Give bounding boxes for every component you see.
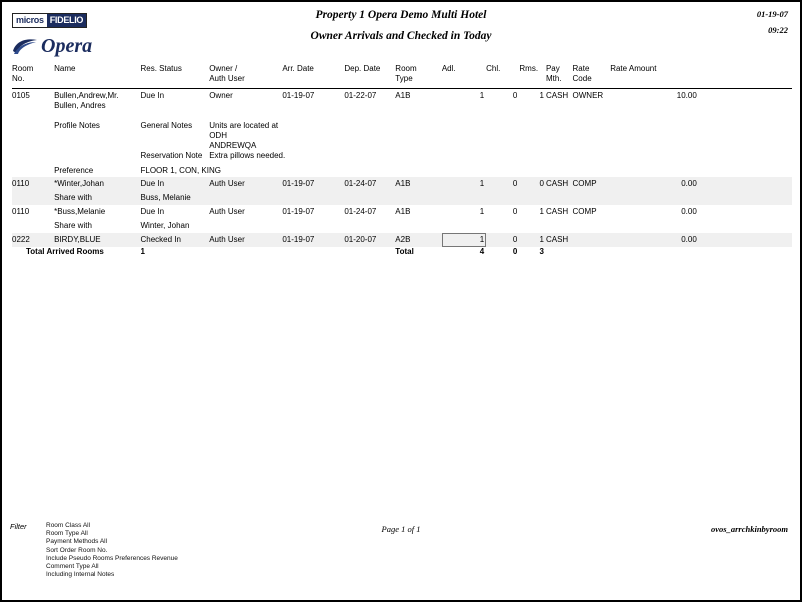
cell-rate-code bbox=[573, 233, 611, 247]
cell-owner: Auth User bbox=[209, 177, 282, 191]
notes-text: Units are located at ODH ANDREWQA bbox=[209, 121, 279, 150]
cell-pay-mth: CASH bbox=[545, 91, 569, 100]
filter-label: Filter bbox=[10, 522, 27, 531]
cell-adl: 1 bbox=[442, 177, 486, 191]
col-spacer bbox=[699, 64, 792, 84]
filter-item: Include Pseudo Rooms Preferences Revenue bbox=[46, 554, 178, 562]
col-rate-code: Rate Code bbox=[572, 64, 592, 83]
cell-rate-amount: 0.00 bbox=[610, 233, 699, 247]
cell-owner: Auth User bbox=[209, 207, 245, 216]
cell-name: BIRDY,BLUE bbox=[54, 233, 140, 247]
col-adl: Adl. bbox=[441, 64, 456, 73]
filter-item: Sort Order Room No. bbox=[46, 546, 108, 554]
col-owner-auth-user: Owner / Auth User bbox=[209, 64, 245, 83]
report-title: Owner Arrivals and Checked in Today bbox=[310, 30, 492, 42]
cell-owner: Owner bbox=[209, 91, 233, 100]
cell-rate-amount: 10.00 bbox=[676, 91, 697, 100]
cell-rms: 1 bbox=[539, 91, 544, 100]
table-header-row bbox=[12, 64, 792, 84]
table-row[interactable] bbox=[12, 89, 792, 114]
cell-room-type: A1B bbox=[395, 207, 411, 216]
table-row-share bbox=[12, 219, 792, 233]
notes-label: Profile Notes bbox=[54, 121, 100, 130]
cell-dep-date: 01-22-07 bbox=[344, 91, 377, 100]
cell-arr-date: 01-19-07 bbox=[282, 177, 344, 191]
cell-name: *Buss,Melanie bbox=[54, 207, 106, 216]
cell-res-status: Due In bbox=[141, 177, 210, 191]
cell-adl: 1 bbox=[479, 207, 485, 216]
col-name: Name bbox=[54, 64, 76, 73]
cell-room-type: A2B bbox=[395, 233, 442, 247]
total-chl: 0 bbox=[512, 247, 518, 256]
cell-adl: 1 bbox=[442, 233, 486, 247]
cell-arr-date: 01-19-07 bbox=[282, 91, 315, 100]
cell-pay-mth: CASH bbox=[546, 177, 573, 191]
table-row-note-single bbox=[12, 151, 792, 163]
filter-item: Comment Type All bbox=[46, 563, 99, 571]
cell-res-status: Due In bbox=[140, 91, 165, 100]
report-table bbox=[12, 64, 792, 257]
report-footer bbox=[2, 522, 800, 592]
preference-label: Preference bbox=[54, 166, 94, 175]
cell-room-no: 0110 bbox=[12, 177, 54, 191]
page-number: Page 1 of 1 bbox=[381, 524, 421, 534]
table-totals-row bbox=[12, 247, 792, 257]
filter-item: Payment Methods All bbox=[46, 538, 108, 546]
cell-rate-code: COMP bbox=[572, 207, 597, 216]
header-date: 01-19-07 bbox=[756, 9, 788, 19]
cell-room-no: 0105 bbox=[12, 91, 30, 100]
cell-rms: 0 bbox=[519, 177, 546, 191]
table-body bbox=[12, 89, 792, 258]
cell-chl: 0 bbox=[512, 91, 518, 100]
table-row[interactable] bbox=[12, 233, 792, 247]
reservation-note-text: Extra pillows needed. bbox=[209, 151, 286, 160]
col-rate-amount: Rate Amount bbox=[610, 64, 657, 73]
cell-owner: Auth User bbox=[209, 233, 282, 247]
table-head bbox=[12, 64, 792, 89]
cell-rate-code: OWNER bbox=[572, 91, 604, 100]
notes-type: General Notes bbox=[140, 121, 193, 130]
cell-dep-date: 01-24-07 bbox=[344, 177, 395, 191]
report-id: ovos_arrchkinbyroom bbox=[711, 524, 788, 534]
col-room-no: Room No. bbox=[12, 64, 34, 83]
total-rms: 3 bbox=[539, 247, 544, 256]
total-arrived-value: 1 bbox=[140, 247, 145, 256]
cell-arr-date: 01-19-07 bbox=[282, 233, 344, 247]
col-dep-date: Dep. Date bbox=[344, 64, 381, 73]
preference-value: FLOOR 1, CON, KING bbox=[140, 166, 221, 175]
share-label: Share with bbox=[54, 221, 92, 230]
cell-name: *Winter,Johan bbox=[54, 177, 140, 191]
cell-res-status: Checked In bbox=[141, 233, 210, 247]
cell-arr-date: 01-19-07 bbox=[282, 207, 315, 216]
table-row-notes bbox=[12, 113, 792, 151]
report-table-wrap bbox=[12, 64, 792, 257]
cell-pay-mth: CASH bbox=[545, 207, 569, 216]
total-adl: 4 bbox=[479, 247, 485, 256]
table-row[interactable] bbox=[12, 205, 792, 219]
cell-name: Bullen,Andrew,Mr. Bullen, Andres bbox=[54, 91, 119, 110]
cell-chl: 0 bbox=[486, 233, 519, 247]
cell-room-type: A1B bbox=[395, 91, 411, 100]
table-row-share bbox=[12, 191, 792, 205]
cell-pay-mth: CASH bbox=[546, 233, 573, 247]
total-arrived-label: Total Arrived Rooms bbox=[26, 247, 104, 256]
cell-dep-date: 01-24-07 bbox=[344, 207, 377, 216]
filter-item: Room Class All bbox=[46, 522, 91, 529]
total-label: Total bbox=[395, 247, 414, 256]
cell-rms: 1 bbox=[519, 233, 546, 247]
share-value: Buss, Melanie bbox=[141, 191, 793, 205]
cell-rate-amount: 0.00 bbox=[610, 177, 699, 191]
cell-res-status: Due In bbox=[140, 207, 165, 216]
micros-logo-text: micros bbox=[16, 15, 44, 25]
header-time: 09:22 bbox=[768, 25, 788, 35]
cell-rate-code: COMP bbox=[573, 177, 611, 191]
cell-chl: 0 bbox=[486, 177, 519, 191]
col-rms: Rms. bbox=[519, 64, 539, 73]
table-row[interactable] bbox=[12, 177, 792, 191]
filter-item: Including Internal Notes bbox=[46, 571, 115, 579]
cell-rate-amount: 0.00 bbox=[681, 207, 697, 216]
opera-wordmark: Opera bbox=[41, 35, 93, 57]
reservation-note-type: Reservation Note bbox=[140, 151, 203, 160]
cell-room-no: 0222 bbox=[12, 233, 54, 247]
share-label: Share with bbox=[54, 191, 140, 205]
filter-item: Room Type All bbox=[46, 530, 88, 538]
col-res-status: Res. Status bbox=[140, 64, 182, 73]
cell-room-no: 0110 bbox=[12, 207, 30, 216]
cell-rms: 1 bbox=[539, 207, 544, 216]
table-row-preference bbox=[12, 163, 792, 177]
property-title: Property 1 Opera Demo Multi Hotel bbox=[315, 9, 487, 21]
col-room-type: Room Type bbox=[395, 64, 417, 83]
col-arr-date: Arr. Date bbox=[282, 64, 314, 73]
col-pay-mth: Pay Mth. bbox=[545, 64, 562, 83]
cell-room-type: A1B bbox=[395, 177, 442, 191]
col-chl: Chl. bbox=[486, 64, 501, 73]
share-value: Winter, Johan bbox=[140, 221, 190, 230]
cell-chl: 0 bbox=[512, 207, 518, 216]
cell-dep-date: 01-20-07 bbox=[344, 233, 395, 247]
cell-adl: 1 bbox=[479, 91, 485, 100]
fidelio-logo-text: FIDELIO bbox=[47, 14, 86, 27]
